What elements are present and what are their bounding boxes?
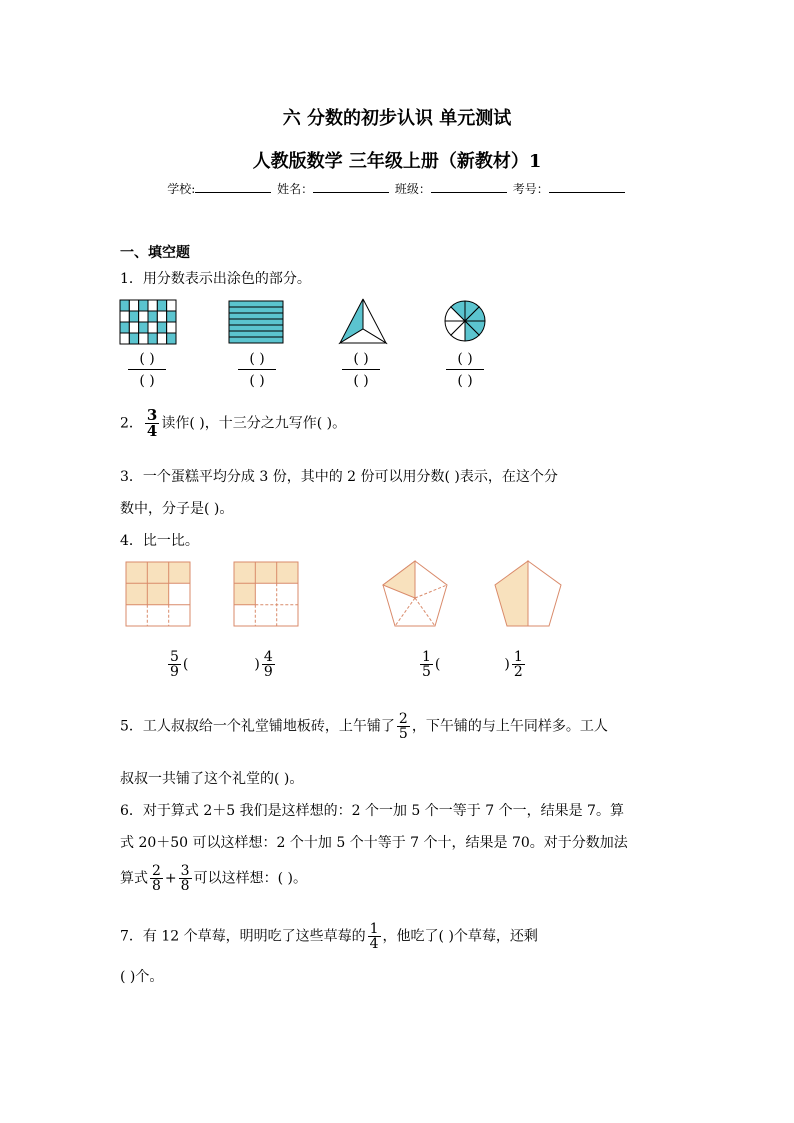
checker-cell [120, 300, 129, 311]
checker-cell [148, 311, 157, 322]
question-7-line-2: ( )个。 [120, 969, 164, 985]
checker-cell [167, 300, 176, 311]
student-info-line [0, 180, 794, 197]
school-label: 学校: [167, 182, 196, 196]
checker-cell [129, 311, 138, 322]
question-6-line-3: 算式 $\frac{2}{8}$ + $\frac{3}{8}$ 可以这样想：( )。 [120, 863, 307, 894]
circle-figure [444, 300, 486, 342]
fraction-1-4: $\frac{1}{4}$ [369, 921, 379, 952]
exam-no-label: 考号： [512, 182, 549, 196]
question-2: 2． $\frac{3}{4}$ 读作( )，十三分之九写作( )。 [120, 406, 347, 440]
fraction-2-8: $\frac{2}{8}$ [152, 863, 161, 894]
checker-cell [120, 311, 129, 322]
question-5-line-2: 叔叔一共铺了这个礼堂的( )。 [120, 771, 304, 787]
pentagon-one-half [494, 560, 562, 628]
fraction-3-4: $\frac{3}{4}$ [146, 406, 158, 440]
checker-cell [148, 300, 157, 311]
fraction-1-2: $\frac{1}{2}$ [513, 649, 523, 680]
checker-cell [139, 333, 148, 344]
checker-cell [139, 311, 148, 322]
checker-cell [148, 333, 157, 344]
section-heading: 一、填空题 [120, 245, 190, 261]
checker-cell [157, 322, 166, 333]
class-blank[interactable] [431, 180, 507, 193]
checker-cell [139, 300, 148, 311]
question-6-line-1: 6．对于算式 2＋5 我们是这样想的：2 个一加 5 个一等于 7 个一，结果是 7。算 [120, 803, 624, 819]
question-6-line-2: 式 20＋50 可以这样想：2 个十加 5 个十等于 7 个十，结果是 70。对于分数加法 [120, 835, 628, 851]
checker-cell [167, 322, 176, 333]
checker-cell [120, 322, 129, 333]
question-4-text: 4．比一比。 [120, 533, 199, 549]
page-subtitle: 人教版数学 三年级上册（新教材）1 [252, 151, 542, 172]
answer-fraction-1[interactable]: ( ) ( ) [128, 352, 166, 388]
question-5-line-1: 5．工人叔叔给一个礼堂铺地板砖，上午铺了 $\frac{2}{5}$ ，下午铺的与上午同样多。工人 [120, 711, 608, 742]
fraction-3-8: $\frac{3}{8}$ [180, 863, 190, 894]
checkerboard-figure [120, 300, 176, 344]
answer-fraction-3[interactable]: ( ) ( ) [342, 352, 380, 388]
grid-5-of-9 [126, 562, 190, 626]
compare-left: $\frac{5}{9}$ ( ) $\frac{4}{9}$ [170, 649, 273, 680]
question-7-line-1: 7．有 12 个草莓，明明吃了这些草莓的 $\frac{1}{4}$ ，他吃了( )个草莓，还剩 [120, 921, 538, 952]
fraction-5-9: $\frac{5}{9}$ [170, 649, 179, 680]
name-blank[interactable] [313, 180, 389, 193]
question-3-line-1: 3．一个蛋糕平均分成 3 份，其中的 2 份可以用分数( )表示，在这个分 [120, 469, 558, 485]
checker-cell [129, 333, 138, 344]
answer-fraction-4[interactable]: ( ) ( ) [446, 352, 484, 388]
striped-rectangle-figure [229, 301, 283, 343]
fraction-4-9: $\frac{4}{9}$ [263, 649, 273, 680]
checker-cell [157, 311, 166, 322]
checker-cell [148, 322, 157, 333]
fraction-2-5: $\frac{2}{5}$ [398, 711, 408, 742]
name-label: 姓名： [277, 182, 314, 196]
checker-cell [120, 333, 129, 344]
checker-cell [167, 311, 176, 322]
checker-cell [167, 333, 176, 344]
school-blank[interactable] [195, 180, 271, 193]
checker-cell [129, 300, 138, 311]
checker-cell [129, 322, 138, 333]
grid-4-of-9 [234, 562, 298, 626]
exam-no-blank[interactable] [549, 180, 625, 193]
page-title: 六 分数的初步认识 单元测试 [282, 108, 512, 129]
question-3-line-2: 数中，分子是( )。 [120, 501, 234, 517]
triangle-figure [339, 298, 387, 344]
question-1-text: 1．用分数表示出涂色的部分。 [120, 271, 311, 287]
answer-fraction-2[interactable]: ( ) ( ) [238, 352, 276, 388]
class-label: 班级： [394, 182, 431, 196]
checker-cell [157, 333, 166, 344]
checker-cell [139, 322, 148, 333]
compare-right: $\frac{1}{5}$ ( ) $\frac{1}{2}$ [422, 649, 523, 680]
fraction-1-5: $\frac{1}{5}$ [422, 649, 431, 680]
checker-cell [157, 300, 166, 311]
pentagon-one-fifth [382, 560, 448, 628]
